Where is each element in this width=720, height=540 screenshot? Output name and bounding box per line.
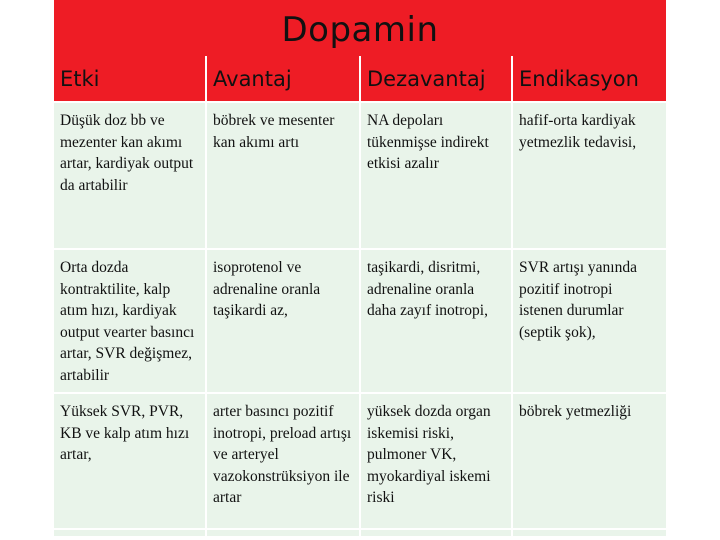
cell-dezavantaj: NA depoları tükenmişse indirekt etkisi azalır: [360, 102, 512, 249]
header-endikasyon: Endikasyon: [512, 56, 666, 102]
cell-etki: Yüksek SVR, PVR, KB ve kalp atım hızı artar,: [54, 393, 206, 529]
cell-dezavantaj: yüksek dozda organ iskemisi riski, pulmoner VK, myokardiyal iskemi riski: [360, 393, 512, 529]
cell-endikasyon: hafif-orta kardiyak yetmezlik tedavisi,: [512, 102, 666, 249]
table-header-row: [54, 56, 666, 102]
cell-etki: Orta dozda kontraktilite, kalp atım hızı, kardiyak output vearter basıncı artar, SVR değişmez, artabilir: [54, 249, 206, 393]
header-avantaj: Avantaj: [206, 56, 360, 102]
cell-endikasyon: böbrek yetmezliği: [512, 393, 666, 529]
cell-dezavantaj: taşikardi, disritmi, adrenaline oranla daha zayıf inotropi,: [360, 249, 512, 393]
table-row-empty: [54, 529, 666, 537]
slide-title: Dopamin: [281, 10, 439, 50]
cell-empty: [54, 529, 206, 537]
cell-avantaj: arter basıncı pozitif inotropi, preload artışı ve arteryel vazokonstrüksiyon ile artar: [206, 393, 360, 529]
cell-empty: [360, 529, 512, 537]
table-row: [54, 102, 666, 249]
header-etki: Etki: [54, 56, 206, 102]
table-row: [54, 249, 666, 393]
cell-avantaj: böbrek ve mesenter kan akımı artı: [206, 102, 360, 249]
cell-endikasyon: SVR artışı yanında pozitif inotropi istenen durumlar (septik şok),: [512, 249, 666, 393]
dopamine-table: [54, 56, 666, 538]
cell-empty: [512, 529, 666, 537]
table-row: [54, 393, 666, 529]
cell-avantaj: isoprotenol ve adrenaline oranla taşikardi az,: [206, 249, 360, 393]
cell-empty: [206, 529, 360, 537]
title-band: [54, 0, 666, 62]
header-dezavantaj: Dezavantaj: [360, 56, 512, 102]
cell-etki: Düşük doz bb ve mezenter kan akımı artar, kardiyak output da artabilir: [54, 102, 206, 249]
